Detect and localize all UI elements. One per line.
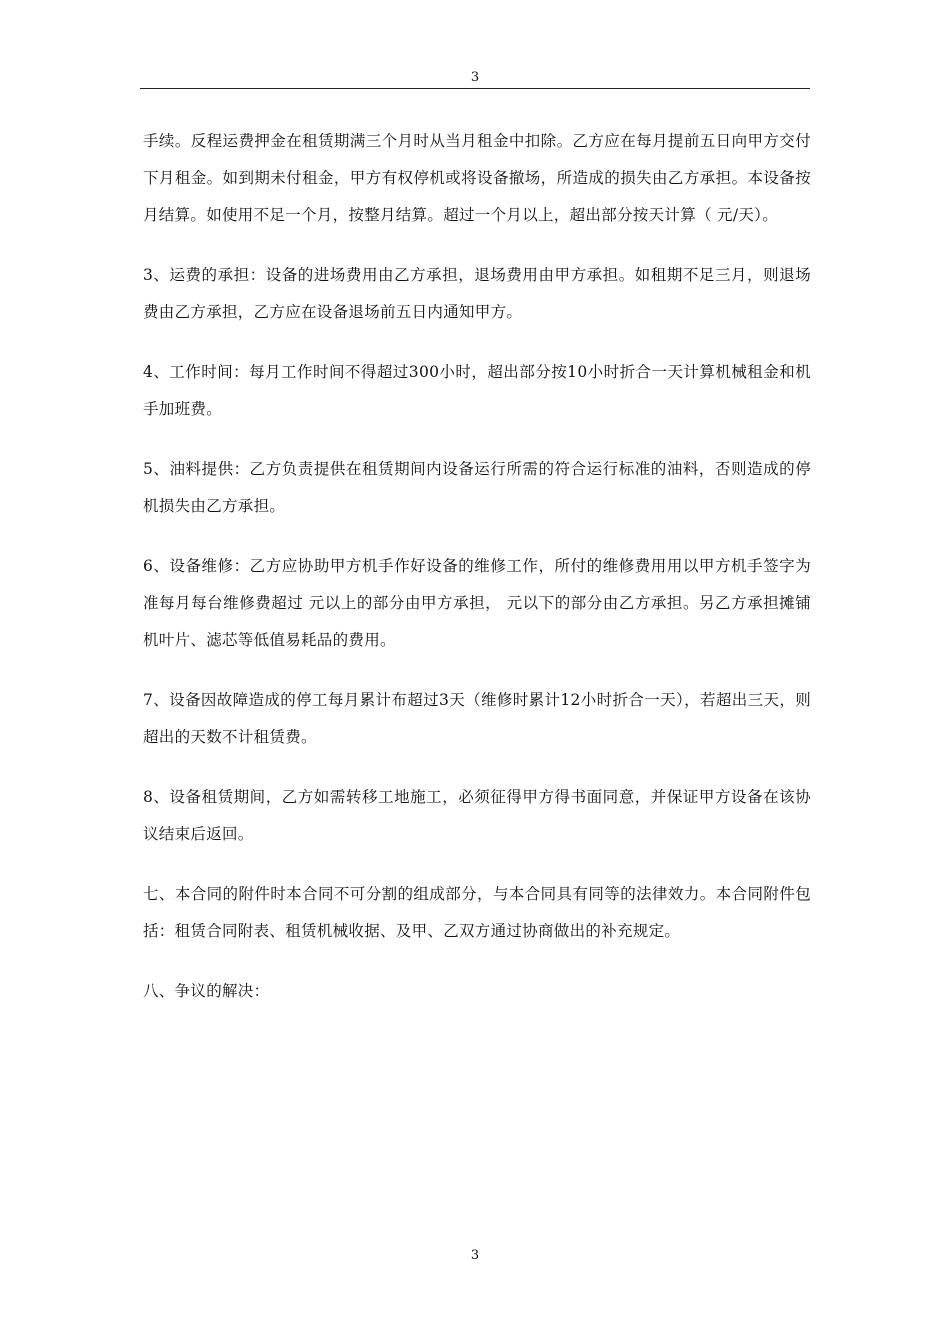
footer-page-number: 3 <box>470 1248 480 1263</box>
paragraph-section-8-disputes: 八、争议的解决： <box>143 982 270 1000</box>
document-body <box>143 123 811 1033</box>
paragraph-clause-3-freight: 3、运费的承担：设备的进场费用由乙方承担，退场费用由甲方承担。如租期不足三月，则退场费由乙方承担，乙方应在设备退场前五日内通知甲方。 <box>143 266 811 321</box>
paragraph-clause-4-working-hours: 4、工作时间：每月工作时间不得超过300小时，超出部分按10小时折合一天计算机械租金和机手加班费。 <box>143 363 811 418</box>
paragraph-clause-5-fuel: 5、油料提供：乙方负责提供在租赁期间内设备运行所需的符合运行标准的油料，否则造成的停机损失由乙方承担。 <box>143 460 811 515</box>
paragraph-clause-8-transfer: 8、设备租赁期间，乙方如需转移工地施工，必须征得甲方得书面同意，并保证甲方设备在该协议结束后返回。 <box>143 788 811 843</box>
header-page-number: 3 <box>470 70 480 85</box>
paragraph-clause-6-maintenance: 6、设备维修：乙方应协助甲方机手作好设备的维修工作，所付的维修费用用以甲方机手签字为准每月每台维修费超过 元以上的部分由甲方承担， 元以下的部分由乙方承担。另乙方承担摊铺机叶片、滤芯等低值易耗品的费用。 <box>143 557 811 649</box>
paragraph-clause-7-downtime: 7、设备因故障造成的停工每月累计布超过3天（维修时累计12小时折合一天），若超出三天，则超出的天数不计租赁费。 <box>143 691 811 746</box>
page-header <box>140 70 810 89</box>
paragraph-payment-terms: 手续。反程运费押金在租赁期满三个月时从当月租金中扣除。乙方应在每月提前五日向甲方交付下月租金。如到期未付租金，甲方有权停机或将设备撤场，所造成的损失由乙方承担。本设备按月结算。如使用不足一个月，按整月结算。超过一个月以上，超出部分按天计算（ 元/天）。 <box>143 132 811 224</box>
paragraph-section-7-attachments: 七、本合同的附件时本合同不可分割的组成部分，与本合同具有同等的法律效力。本合同附件包括：租赁合同附表、租赁机械收据、及甲、乙双方通过协商做出的补充规定。 <box>143 885 811 940</box>
